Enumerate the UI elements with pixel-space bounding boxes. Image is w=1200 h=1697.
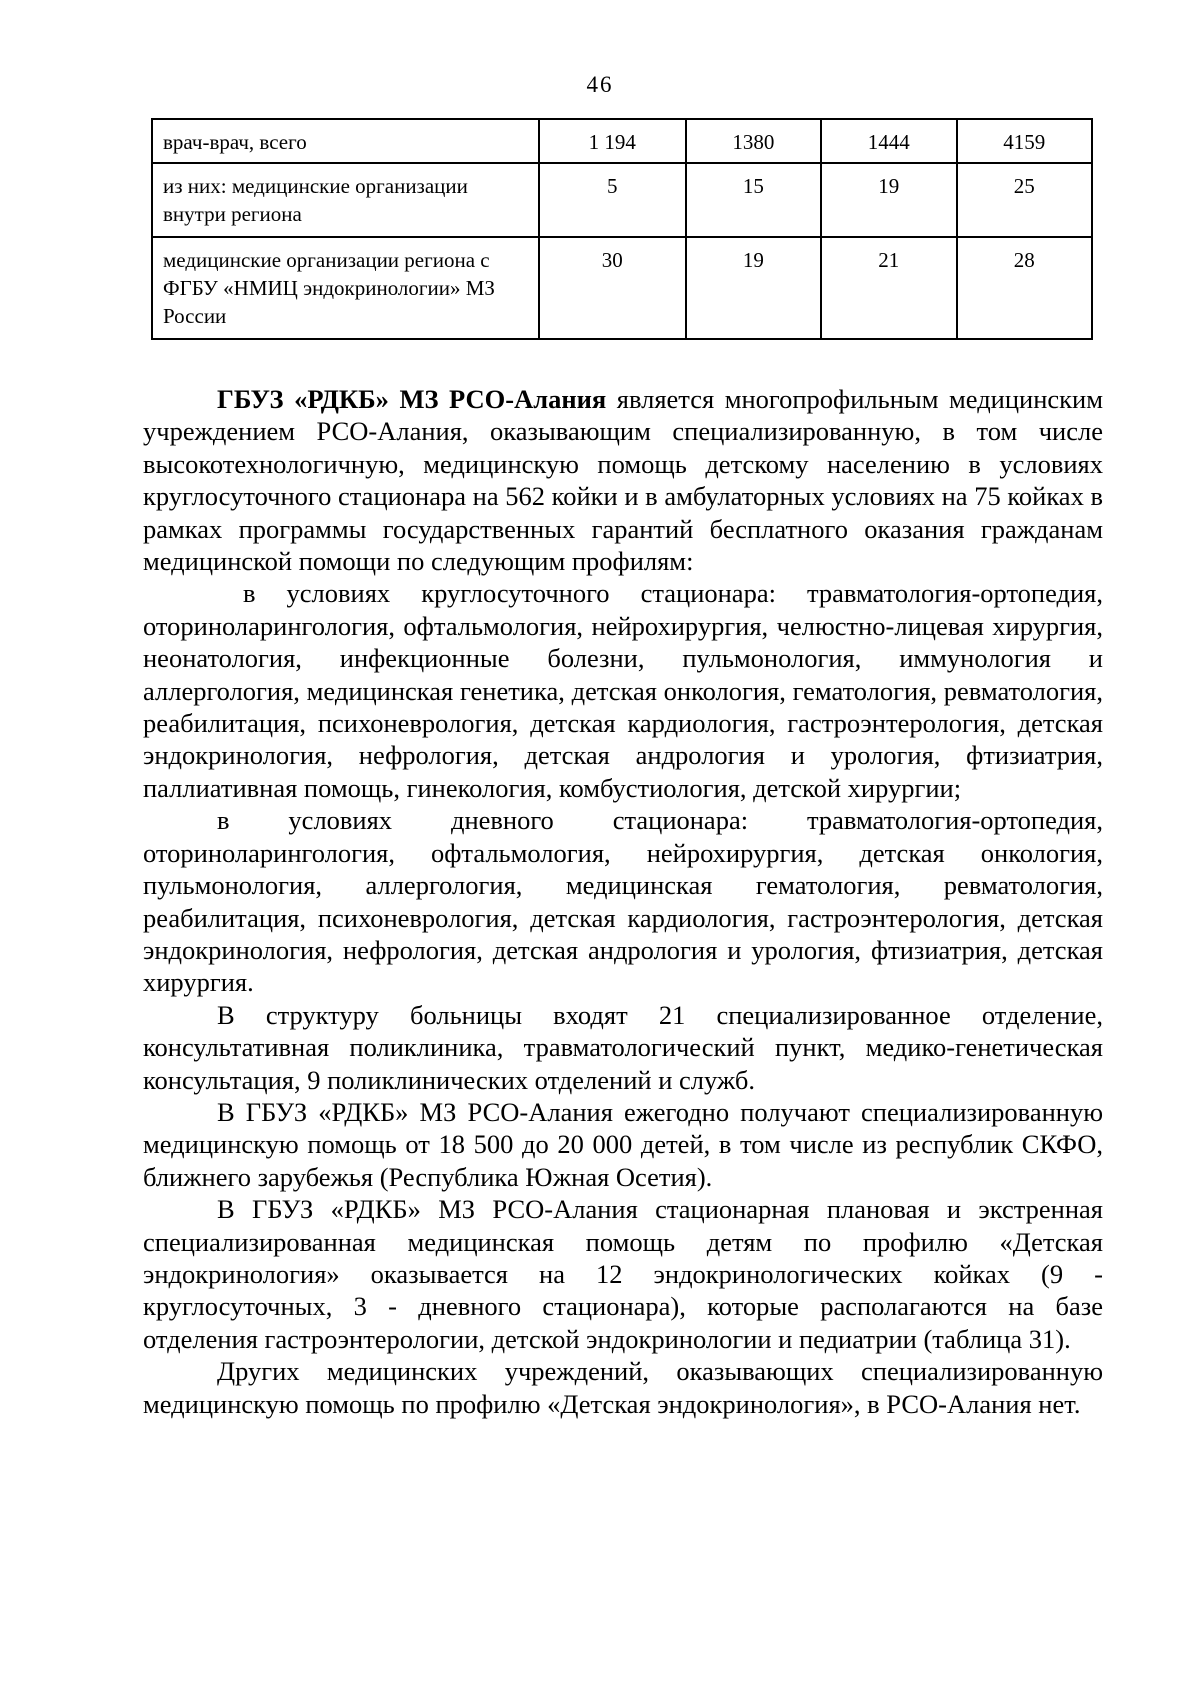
body-text xyxy=(143,383,1103,1420)
paragraph-annual-patients: В ГБУЗ «РДКБ» МЗ РСО-Алания ежегодно получают специализированную медицинскую помощь от 18 500 до 20 000 детей, в том числе из республик СКФО, ближнего зарубежья (Республика Южная Осетия). xyxy=(143,1096,1103,1192)
table-cell: 28 xyxy=(957,237,1092,339)
table-cell: 1 194 xyxy=(539,119,686,163)
page-number: 46 xyxy=(586,72,614,97)
table-cell: 21 xyxy=(821,237,956,339)
paragraph-inpatient-profiles: в условиях круглосуточного стационара: травматология-ортопедия, оториноларингология, офтальмология, нейрохирургия, челюстно-лицевая хирургия, неонатология, инфекционные болезни, пульмонология, иммунология и аллергология, медицинская генетика, детская онкология, гематология, ревматология, реабилитация, психоневрология, детская кардиология, гастроэнтерология, детская эндокринология, нефрология, детская андрология и урология, фтизиатрия, паллиативная помощь, гинекология, комбустиология, детской хирургии; xyxy=(143,578,1103,803)
data-table xyxy=(151,118,1093,340)
row-label: из них: медицинские организации внутри региона xyxy=(152,163,539,237)
table-cell: 4159 xyxy=(957,119,1092,163)
paragraph-structure: В структуру больницы входят 21 специализированное отделение, консультативная поликлиника, травматологический пункт, медико-генетическая консультация, 9 поликлинических отделений и служб. xyxy=(143,999,1103,1095)
table-row xyxy=(152,163,1092,237)
paragraph-intro xyxy=(143,383,1103,577)
row-label: медицинские организации региона с ФГБУ «НМИЦ эндокринологии» МЗ России xyxy=(152,237,539,339)
table-cell: 25 xyxy=(957,163,1092,237)
table-cell: 19 xyxy=(686,237,821,339)
paragraph-day-hospital-profiles: в условиях дневного стационара: травматология-ортопедия, оториноларингология, офтальмология, нейрохирургия, детская онкология, пульмонология, аллергология, медицинская гематология, ревматология, реабилитация, психоневрология, детская кардиология, гастроэнтерология, детская эндокринология, нефрология, детская андрология и урология, фтизиатрия, детская хирургия. xyxy=(143,805,1103,998)
paragraph-endocrinology-beds: В ГБУЗ «РДКБ» МЗ РСО-Алания стационарная плановая и экстренная специализированная медицинская помощь детям по профилю «Детская эндокринология» оказывается на 12 эндокринологических койках (9 - круглосуточных, 3 - дневного стационара), которые располагаются на базе отделения гастроэнтерологии, детской эндокринологии и педиатрии (таблица 31). xyxy=(143,1194,1103,1354)
table-cell: 1444 xyxy=(821,119,956,163)
table-cell: 30 xyxy=(539,237,686,339)
organization-name: ГБУЗ «РДКБ» МЗ РСО-Алания xyxy=(217,384,607,414)
table-row xyxy=(152,119,1092,163)
table-row xyxy=(152,237,1092,339)
table-cell: 15 xyxy=(686,163,821,237)
row-label: врач-врач, всего xyxy=(152,119,539,163)
table-cell: 19 xyxy=(821,163,956,237)
table-cell: 5 xyxy=(539,163,686,237)
paragraph-text: является многопрофильным медицинским учреждением РСО-Алания, оказывающим специализированную, в том числе высокотехнологичную, медицинскую помощь детскому населению в условиях круглосуточного стационара на 562 койки и в амбулаторных условиях на 75 койках в рамках программы государственных гарантий бесплатного оказания гражданам медицинской помощи по следующим профилям: xyxy=(143,384,1103,577)
paragraph-other-institutions: Других медицинских учреждений, оказывающих специализированную медицинскую помощь по профилю «Детская эндокринология», в РСО-Алания нет. xyxy=(143,1356,1103,1419)
table-cell: 1380 xyxy=(686,119,821,163)
